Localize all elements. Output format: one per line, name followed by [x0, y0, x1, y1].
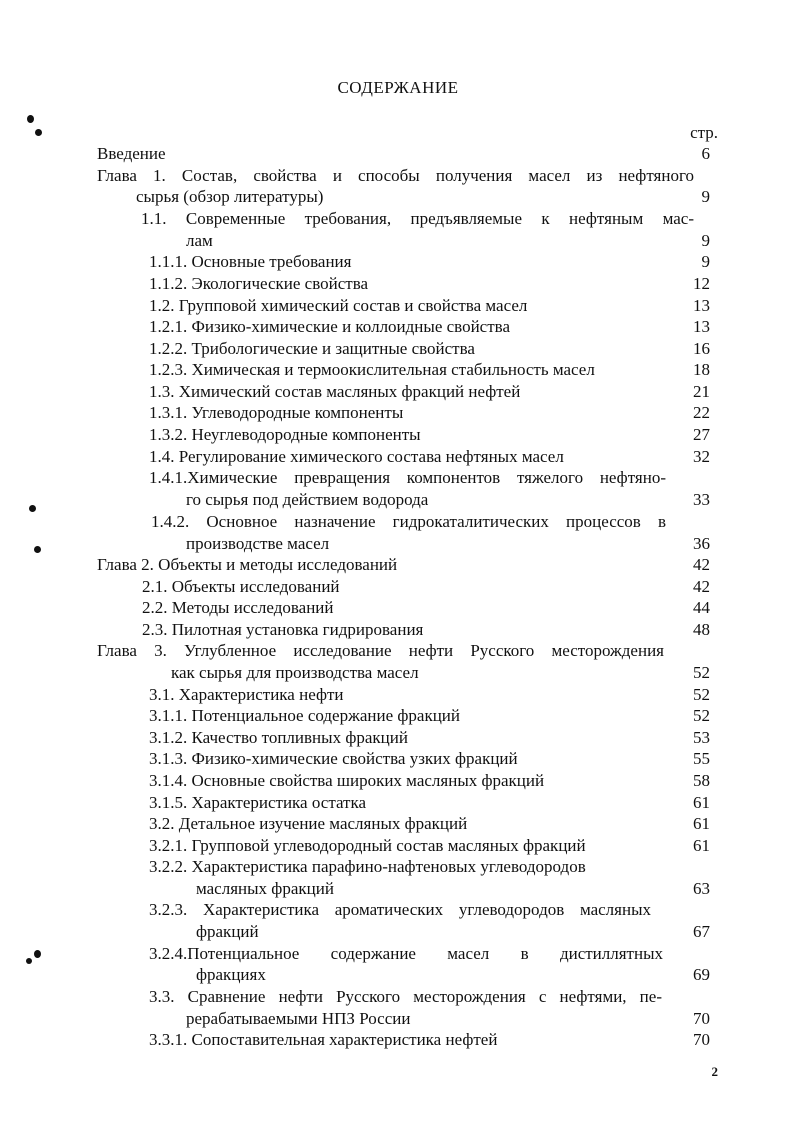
toc-entry — [0, 835, 796, 856]
toc-entry — [0, 1008, 796, 1029]
toc-entry — [0, 230, 796, 251]
toc-entry-text: 1.4. Регулирование химического состава нефтяных масел — [149, 447, 564, 466]
toc-entry-text: 1.1.2. Экологические свойства — [149, 274, 369, 293]
toc-entry-page: 52 — [693, 685, 710, 704]
toc-entry-text: фракций — [196, 922, 259, 941]
toc-entry — [0, 295, 796, 316]
toc-entry-text: Глава 3. Углубленное исследование нефти Русского месторождения — [97, 641, 664, 660]
toc-entry-page: 70 — [693, 1030, 710, 1049]
toc-entry-text: 3.3.1. Сопоставительная характеристика нефтей — [149, 1030, 498, 1049]
toc-entry — [0, 446, 796, 467]
toc-entry — [0, 748, 796, 769]
toc-entry-text: го сырья под действием водорода — [186, 490, 429, 509]
toc-entry — [0, 186, 796, 207]
toc-entry — [0, 597, 796, 618]
toc-entry-page: 42 — [693, 555, 710, 574]
toc-entry — [0, 316, 796, 337]
toc-entry — [0, 684, 796, 705]
scan-speck — [34, 950, 41, 958]
toc-entry — [0, 640, 796, 661]
toc-entry — [0, 511, 796, 532]
toc-entry-page: 42 — [693, 577, 710, 596]
toc-entry-page: 55 — [693, 749, 710, 768]
toc-entry-text: 3.1.1. Потенциальное содержание фракций — [149, 706, 460, 725]
toc-entry-text: производстве масел — [186, 534, 330, 553]
toc-entry-text: 1.4.2. Основное назначение гидрокаталитических процессов в — [151, 512, 666, 531]
toc-entry-page: 21 — [693, 382, 710, 401]
toc-entry-page: 27 — [693, 425, 710, 444]
toc-entry-text: 1.3. Химический состав масляных фракций нефтей — [149, 382, 521, 401]
toc-entry-text: как сырья для производства масел — [171, 663, 419, 682]
scan-speck — [26, 958, 32, 964]
toc-entry-text: 1.2.1. Физико-химические и коллоидные свойства — [149, 317, 510, 336]
toc-entry — [0, 878, 796, 899]
toc-entry — [0, 489, 796, 510]
toc-entry-text: Введение — [97, 144, 166, 163]
toc-entry-page: 13 — [693, 317, 710, 336]
toc-entry-text: Глава 1. Состав, свойства и способы получения масел из нефтяного — [97, 166, 694, 185]
toc-entry-text: 3.1. Характеристика нефти — [149, 685, 344, 704]
toc-entry — [0, 727, 796, 748]
toc-entry-text: 1.3.1. Углеводородные компоненты — [149, 403, 404, 422]
toc-entry-text: 3.2.2. Характеристика парафино-нафтеновых углеводородов — [149, 857, 586, 876]
toc-entry-page: 52 — [693, 706, 710, 725]
toc-entry-page: 32 — [693, 447, 710, 466]
toc-entry — [0, 165, 796, 186]
toc-entry-page: 52 — [693, 663, 710, 682]
toc-entry — [0, 424, 796, 445]
page-column-label: стр. — [690, 123, 718, 142]
toc-entry-page: 58 — [693, 771, 710, 790]
toc-entry-text: 1.2.3. Химическая и термоокислительная стабильность масел — [149, 360, 595, 379]
toc-entry — [0, 770, 796, 791]
toc-entry — [0, 402, 796, 423]
toc-entry-page: 67 — [693, 922, 710, 941]
toc-entry-page: 33 — [693, 490, 710, 509]
toc-entry-text: 3.1.3. Физико-химические свойства узких фракций — [149, 749, 518, 768]
page-title: СОДЕРЖАНИЕ — [337, 78, 459, 97]
toc-entry-page: 22 — [693, 403, 710, 422]
scan-speck — [27, 115, 34, 123]
toc-entry-text: 1.3.2. Неуглеводородные компоненты — [149, 425, 421, 444]
scan-speck — [34, 546, 41, 553]
toc-entry — [0, 943, 796, 964]
toc-entry-text: фракциях — [196, 965, 266, 984]
toc-entry — [0, 1029, 796, 1050]
toc-entry — [0, 533, 796, 554]
toc-entry-page: 63 — [693, 879, 710, 898]
toc-entry-text: 3.2. Детальное изучение масляных фракций — [149, 814, 468, 833]
toc-entry-page: 36 — [693, 534, 710, 553]
toc-entry — [0, 338, 796, 359]
toc-entry-page: 69 — [693, 965, 710, 984]
toc-entry-text: 1.2.2. Трибологические и защитные свойства — [149, 339, 475, 358]
toc-entry — [0, 576, 796, 597]
toc-entry — [0, 554, 796, 575]
toc-entry — [0, 899, 796, 920]
toc-entry-text: 3.2.3. Характеристика ароматических углеводородов масляных — [149, 900, 651, 919]
toc-entry-page: 70 — [693, 1009, 710, 1028]
toc-entry-page: 16 — [693, 339, 710, 358]
toc-entry-page: 61 — [693, 814, 710, 833]
toc-entry-page: 53 — [693, 728, 710, 747]
toc-entry-text: 1.4.1.Химические превращения компонентов тяжелого нефтяно- — [149, 468, 666, 487]
toc-entry-text: 3.2.1. Групповой углеводородный состав масляных фракций — [149, 836, 586, 855]
toc-entry — [0, 208, 796, 229]
toc-entry-text: лам — [186, 231, 213, 250]
toc-entry-text: рерабатываемыми НПЗ России — [186, 1009, 411, 1028]
toc-entry-text: 3.3. Сравнение нефти Русского месторождения с нефтями, пе- — [149, 987, 662, 1006]
toc-entry — [0, 921, 796, 942]
toc-entry-text: 1.1.1. Основные требования — [149, 252, 352, 271]
toc-entry — [0, 813, 796, 834]
toc-entry-text: масляных фракций — [196, 879, 334, 898]
toc-entry-page: 9 — [701, 231, 710, 250]
toc-entry-page: 9 — [701, 252, 710, 271]
toc-entry — [0, 381, 796, 402]
toc-entry-text: сырья (обзор литературы) — [136, 187, 324, 206]
toc-entry — [0, 964, 796, 985]
toc-entry-page: 61 — [693, 836, 710, 855]
toc-entry — [0, 251, 796, 272]
toc-entry — [0, 792, 796, 813]
toc-entry — [0, 273, 796, 294]
toc-entry-text: 2.2. Методы исследований — [142, 598, 334, 617]
scan-speck — [29, 505, 36, 512]
toc-entry-page: 13 — [693, 296, 710, 315]
toc-entry-page: 48 — [693, 620, 710, 639]
toc-entry — [0, 856, 796, 877]
toc-entry-text: 3.1.5. Характеристика остатка — [149, 793, 367, 812]
toc-entry-page: 61 — [693, 793, 710, 812]
scan-speck — [35, 129, 42, 136]
toc-entry — [0, 705, 796, 726]
toc-entry-text: 3.2.4.Потенциальное содержание масел в дистиллятных — [149, 944, 663, 963]
toc-entry — [0, 359, 796, 380]
toc-entry — [0, 467, 796, 488]
toc-entry-text: 1.2. Групповой химический состав и свойства масел — [149, 296, 528, 315]
toc-entry — [0, 662, 796, 683]
toc-entry — [0, 143, 796, 164]
toc-entry-page: 18 — [693, 360, 710, 379]
toc-entry-text: Глава 2. Объекты и методы исследований — [97, 555, 398, 574]
toc-entry-page: 12 — [693, 274, 710, 293]
toc-entry-text: 3.1.2. Качество топливных фракций — [149, 728, 408, 747]
toc-entry-page: 6 — [701, 144, 710, 163]
toc-entry-text: 3.1.4. Основные свойства широких масляных фракций — [149, 771, 545, 790]
toc-entry — [0, 986, 796, 1007]
toc-entry-text: 2.1. Объекты исследований — [142, 577, 340, 596]
page-number: 2 — [711, 1064, 718, 1079]
toc-entry-page: 44 — [693, 598, 710, 617]
toc-entry — [0, 619, 796, 640]
toc-entry-page: 9 — [701, 187, 710, 206]
toc-entry-text: 1.1. Современные требования, предъявляемые к нефтяным мас- — [141, 209, 694, 228]
toc-entry-text: 2.3. Пилотная установка гидрирования — [142, 620, 424, 639]
